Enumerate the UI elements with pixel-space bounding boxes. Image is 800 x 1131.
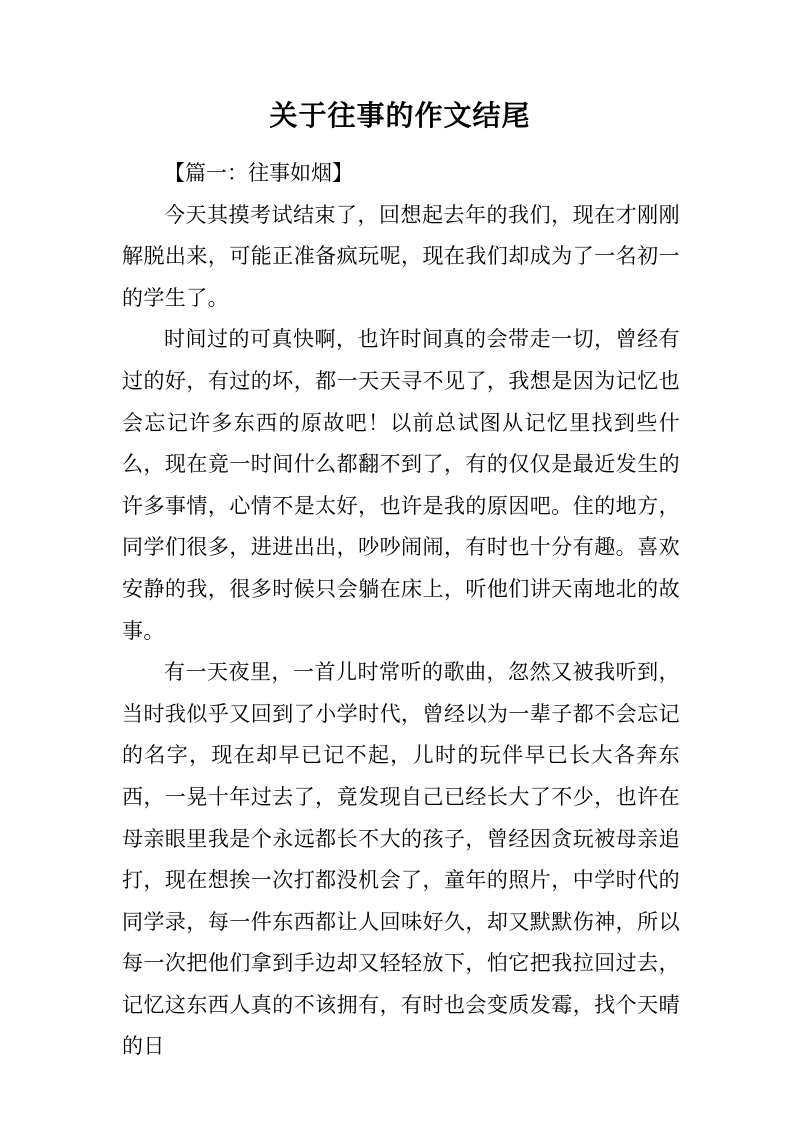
document-title: 关于往事的作文结尾: [269, 99, 531, 132]
paragraph-2: 时间过的可真快啊，也许时间真的会带走一切，曾经有过的好，有过的坏，都一天天寻不见了，我想是因为记忆也会忘记许多东西的原故吧！以前总试图从记忆里找到些什么，现在竟一时间什么都翻不到了，有的仅仅是最近发生的许多事情，心情不是太好，也许是我的原因吧。住的地方，同学们很多，进进出出，吵吵闹闹，有时也十分有趣。喜欢安静的我，很多时候只会躺在床上，听他们讲天南地北的故事。: [122, 327, 680, 643]
document-body: [122, 153, 680, 1068]
paragraph-3: 有一天夜里，一首儿时常听的歌曲，忽然又被我听到，当时我似乎又回到了小学时代，曾经以为一辈子都不会忘记的名字，现在却早已记不起，儿时的玩伴早已长大各奔东西，一晃十年过去了，竟发现自己已经长大了不少，也许在母亲眼里我是个永远都长不大的孩子，曾经因贪玩被母亲追打，现在想挨一次打都没机会了，童年的照片，中学时代的同学录，每一件东西都让人回味好久，却又默默伤神，所以每一次把他们拿到手边却又轻轻放下，怕它把我拉回过去，记忆这东西人真的不该拥有，有时也会变质发霉，找个天晴的日: [122, 660, 680, 1059]
section-heading: 【篇一：往事如烟】: [164, 161, 353, 185]
paragraph-1: 今天其摸考试结束了，回想起去年的我们，现在才刚刚解脱出来，可能正准备疯玩呢，现在我们却成为了一名初一的学生了。: [122, 202, 680, 310]
